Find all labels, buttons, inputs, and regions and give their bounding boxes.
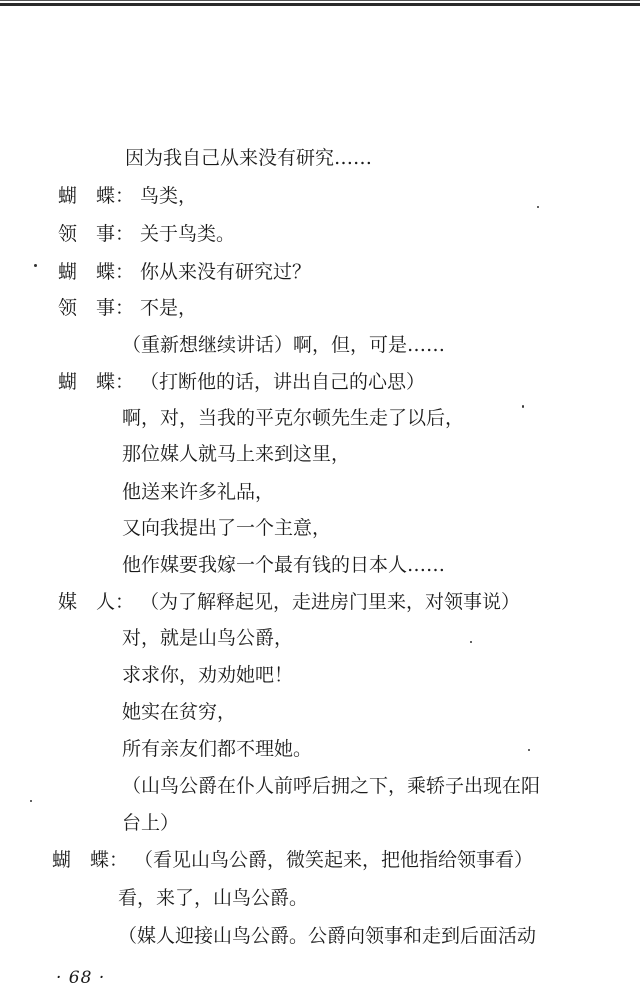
dialogue-text: 关于鸟类。 [140,223,236,245]
speaker-label: 领 事： [58,297,135,319]
speaker-label: 蝴 蝶： [52,849,129,871]
scan-speck [537,206,539,208]
stage-direction: （看见山鸟公爵，微笑起来，把他指给领事看） [134,849,534,871]
stage-direction: （为了解释起见，走进房门里来，对领事说） [140,591,521,613]
dialogue-text: 他作媒要我嫁一个最有钱的日本人…… [122,554,446,576]
speaker-label: 领 事： [58,223,135,245]
speaker-label: 蝴 蝶： [58,261,135,283]
dialogue-text: 她实在贫穷， [122,701,237,723]
dialogue-text: 鸟类， [140,185,198,207]
stage-direction: （媒人迎接山鸟公爵。公爵向领事和走到后面活动 [118,925,537,947]
stage-direction: （打断他的话，讲出自己的心思） [140,371,426,393]
scan-speck [470,641,472,643]
dialogue-text: 看，来了，山鸟公爵。 [118,887,309,909]
speaker-label: 媒 人： [58,591,135,613]
top-rule-thin [0,0,640,1]
dialogue-text: 啊，对，当我的平克尔顿先生走了以后， [122,407,465,429]
top-rule-thick [0,3,640,6]
page-number: · 68 · [56,968,106,988]
stage-direction: （山鸟公爵在仆人前呼后拥之下，乘轿子出现在阳 [122,775,541,797]
scan-speck [522,405,524,408]
dialogue-text: 他送来许多礼品， [122,481,275,503]
speaker-label: 蝴 蝶： [58,371,135,393]
page-top-rule [0,0,640,9]
dialogue-text: 不是， [140,297,198,319]
speaker-label: 蝴 蝶： [58,185,135,207]
dialogue-text: 所有亲友们都不理她。 [122,738,313,760]
stage-direction: （重新想继续讲话）啊，但，可是…… [122,334,446,356]
stage-direction: 台上） [122,812,180,834]
scan-speck [34,264,37,267]
dialogue-text: 对，就是山鸟公爵， [122,627,294,649]
scan-speck [528,749,530,751]
dialogue-text: 因为我自己从来没有研究…… [125,147,373,169]
scan-speck [30,800,32,802]
dialogue-text: 求求你，劝劝她吧！ [122,664,294,686]
dialogue-text: 那位媒人就马上来到这里， [122,443,351,465]
dialogue-text: 又向我提出了一个主意， [122,517,332,539]
dialogue-text: 你从来没有研究过？ [140,261,312,283]
